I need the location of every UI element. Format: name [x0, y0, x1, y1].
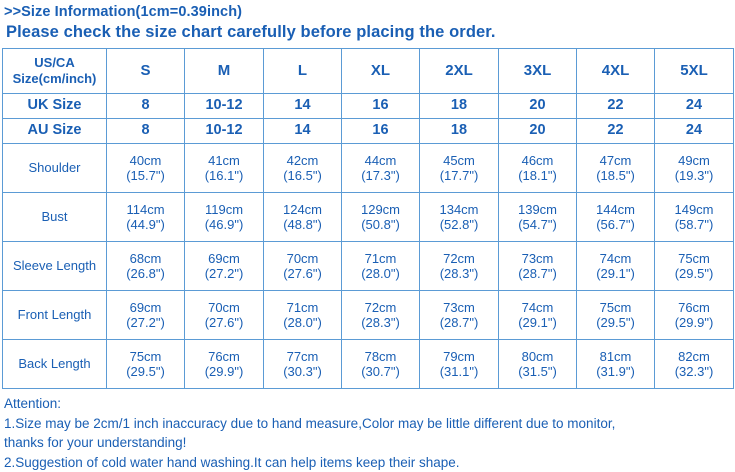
value-cm: 77cm: [286, 348, 319, 364]
value-cm: 72cm: [443, 250, 475, 266]
value-inch: (31.5"): [518, 364, 557, 379]
value-cm: 124cm: [282, 201, 323, 217]
row-label: AU Size: [3, 119, 107, 144]
value-inch: (29.5"): [126, 364, 165, 379]
value-inch: (31.9"): [596, 364, 635, 379]
value-cm: 144cm: [595, 201, 636, 217]
table-cell: [185, 242, 264, 291]
value-cm: 69cm: [129, 299, 162, 315]
value-cm: 46cm: [521, 152, 554, 168]
table-cell: [655, 340, 734, 389]
size-chart-body: [3, 49, 734, 389]
corner-label-line1: US/CA: [34, 54, 75, 70]
table-cell: 10-12: [185, 119, 264, 144]
value-inch: (28.0"): [361, 266, 400, 281]
value-cm: 45cm: [443, 152, 475, 168]
table-row: [3, 144, 734, 193]
value-inch: (28.7"): [518, 266, 557, 281]
value-cm: 82cm: [678, 348, 710, 364]
value-cm: 79cm: [443, 348, 475, 364]
value-cm: 71cm: [286, 299, 319, 315]
table-cell: 18: [420, 119, 499, 144]
row-label: Shoulder: [3, 144, 107, 193]
table-cell: 22: [577, 119, 655, 144]
table-cell: [499, 340, 577, 389]
row-label: Sleeve Length: [3, 242, 107, 291]
attention-line-1: 1.Size may be 2cm/1 inch inaccuracy due to hand measure,Color may be little different due to monitor,: [4, 415, 616, 431]
column-header: 5XL: [655, 49, 734, 94]
value-cm: 81cm: [599, 348, 632, 364]
table-cell: [420, 193, 499, 242]
table-cell: [107, 242, 185, 291]
value-cm: 129cm: [360, 201, 401, 217]
column-header: M: [185, 49, 264, 94]
table-cell: 22: [577, 94, 655, 119]
column-header: 3XL: [499, 49, 577, 94]
table-row: [3, 291, 734, 340]
value-cm: 75cm: [678, 250, 710, 266]
table-cell: 24: [655, 119, 734, 144]
value-inch: (27.2"): [126, 315, 165, 330]
table-cell: 20: [499, 119, 577, 144]
value-inch: (26.8"): [126, 266, 165, 281]
value-inch: (30.3"): [283, 364, 322, 379]
table-cell: [577, 340, 655, 389]
value-cm: 49cm: [678, 152, 710, 168]
value-cm: 114cm: [126, 201, 165, 217]
table-cell: [577, 193, 655, 242]
value-inch: (44.9"): [126, 217, 165, 232]
table-cell: [499, 242, 577, 291]
value-cm: 42cm: [286, 152, 319, 168]
column-header: XL: [342, 49, 420, 94]
value-inch: (28.3"): [361, 315, 400, 330]
value-inch: (27.6"): [204, 315, 244, 330]
value-inch: (29.9"): [674, 315, 714, 330]
value-cm: 76cm: [678, 299, 710, 315]
value-cm: 139cm: [517, 201, 558, 217]
size-information-heading: >>Size Information(1cm=0.39inch): [4, 4, 243, 20]
table-cell: 8: [107, 94, 185, 119]
table-row: [3, 193, 734, 242]
table-cell: [655, 242, 734, 291]
value-cm: 40cm: [129, 152, 162, 168]
value-cm: 134cm: [439, 201, 479, 217]
value-inch: (29.1"): [596, 266, 635, 281]
value-inch: (28.0"): [283, 315, 322, 330]
table-cell: 8: [107, 119, 185, 144]
table-cell: [655, 291, 734, 340]
attention-line-2: thanks for your understanding!: [4, 435, 187, 451]
table-cell: [655, 193, 734, 242]
value-cm: 73cm: [443, 299, 475, 315]
table-cell: [185, 144, 264, 193]
table-row: [3, 340, 734, 389]
value-cm: 69cm: [208, 250, 240, 266]
value-inch: (27.6"): [283, 266, 322, 281]
corner-label: [3, 49, 107, 94]
table-cell: [185, 291, 264, 340]
value-inch: (29.5"): [674, 266, 714, 281]
row-label: Back Length: [3, 340, 107, 389]
table-cell: [342, 340, 420, 389]
value-inch: (18.1"): [518, 168, 557, 183]
value-cm: 71cm: [364, 250, 397, 266]
value-inch: (29.5"): [596, 315, 635, 330]
value-inch: (52.8"): [439, 217, 479, 232]
table-cell: [264, 340, 342, 389]
table-cell: [342, 291, 420, 340]
table-cell: [107, 144, 185, 193]
value-inch: (17.7"): [439, 168, 479, 183]
table-row: [3, 94, 734, 119]
value-cm: 41cm: [208, 152, 240, 168]
value-cm: 149cm: [674, 201, 714, 217]
value-cm: 68cm: [129, 250, 162, 266]
table-cell: [577, 291, 655, 340]
attention-line-3: 2.Suggestion of cold water hand washing.It can help items keep their shape.: [4, 454, 460, 470]
value-inch: (27.2"): [204, 266, 244, 281]
attention-section: [0, 389, 735, 472]
table-cell: [107, 340, 185, 389]
value-inch: (17.3"): [361, 168, 400, 183]
table-header-row: [3, 49, 734, 94]
table-cell: 14: [264, 94, 342, 119]
value-cm: 74cm: [599, 250, 632, 266]
table-cell: [499, 144, 577, 193]
table-cell: [264, 242, 342, 291]
value-cm: 119cm: [204, 201, 244, 217]
value-cm: 80cm: [521, 348, 554, 364]
table-cell: [264, 193, 342, 242]
table-cell: 16: [342, 94, 420, 119]
table-cell: [264, 291, 342, 340]
table-row: [3, 119, 734, 144]
column-header: 4XL: [577, 49, 655, 94]
table-cell: [420, 291, 499, 340]
row-label: UK Size: [3, 94, 107, 119]
value-inch: (19.3"): [674, 168, 714, 183]
value-cm: 47cm: [599, 152, 632, 168]
value-inch: (18.5"): [596, 168, 635, 183]
value-inch: (46.9"): [204, 217, 244, 232]
table-cell: [420, 144, 499, 193]
size-chart-notice: Please check the size chart carefully before placing the order.: [6, 23, 496, 41]
table-cell: [420, 242, 499, 291]
column-header: 2XL: [420, 49, 499, 94]
value-inch: (56.7"): [596, 217, 635, 232]
table-cell: [342, 193, 420, 242]
value-cm: 72cm: [364, 299, 397, 315]
table-cell: [420, 340, 499, 389]
table-cell: [185, 340, 264, 389]
value-cm: 75cm: [129, 348, 162, 364]
value-cm: 70cm: [286, 250, 319, 266]
size-chart-table: [2, 48, 734, 389]
table-cell: 10-12: [185, 94, 264, 119]
table-cell: [264, 144, 342, 193]
value-inch: (28.7"): [439, 315, 479, 330]
value-inch: (15.7"): [126, 168, 165, 183]
table-row: [3, 242, 734, 291]
value-inch: (50.8"): [361, 217, 400, 232]
value-cm: 73cm: [521, 250, 554, 266]
table-cell: [342, 144, 420, 193]
value-inch: (31.1"): [439, 364, 479, 379]
table-cell: 18: [420, 94, 499, 119]
table-cell: 24: [655, 94, 734, 119]
table-cell: 20: [499, 94, 577, 119]
value-cm: 44cm: [364, 152, 397, 168]
table-cell: [342, 242, 420, 291]
value-inch: (29.9"): [204, 364, 244, 379]
value-cm: 74cm: [521, 299, 554, 315]
table-cell: [185, 193, 264, 242]
value-inch: (29.1"): [518, 315, 557, 330]
value-inch: (32.3"): [674, 364, 714, 379]
value-inch: (16.5"): [283, 168, 322, 183]
attention-title: Attention:: [4, 396, 62, 411]
value-cm: 75cm: [599, 299, 632, 315]
value-cm: 76cm: [208, 348, 240, 364]
table-cell: [499, 291, 577, 340]
value-inch: (28.3"): [439, 266, 479, 281]
row-label: Bust: [3, 193, 107, 242]
table-cell: 16: [342, 119, 420, 144]
table-cell: [577, 144, 655, 193]
value-inch: (54.7"): [518, 217, 557, 232]
table-cell: [107, 193, 185, 242]
value-inch: (58.7"): [674, 217, 714, 232]
value-inch: (16.1"): [204, 168, 244, 183]
column-header: S: [107, 49, 185, 94]
corner-label-line2: Size(cm/inch): [12, 71, 97, 86]
row-label: Front Length: [3, 291, 107, 340]
table-cell: [107, 291, 185, 340]
column-header: L: [264, 49, 342, 94]
value-inch: (30.7"): [361, 364, 400, 379]
table-cell: [499, 193, 577, 242]
value-inch: (48.8"): [283, 217, 322, 232]
value-cm: 78cm: [364, 348, 397, 364]
table-cell: [577, 242, 655, 291]
table-cell: [655, 144, 734, 193]
value-cm: 70cm: [208, 299, 240, 315]
table-cell: 14: [264, 119, 342, 144]
